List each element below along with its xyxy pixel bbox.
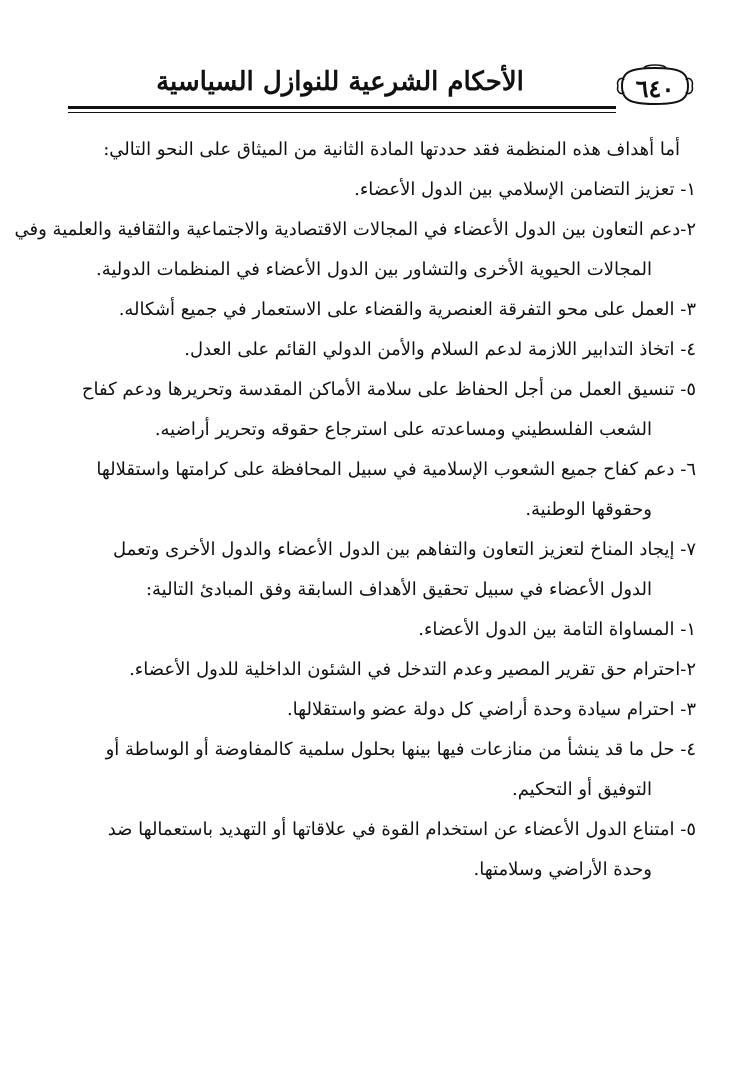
item-number: ٣- xyxy=(680,299,696,320)
item-number: ١- xyxy=(680,619,696,640)
item-text: حل ما قد ينشأ من منازعات فيها بينها بحلول سلمية كالمفاوضة أو الوساطة أو xyxy=(105,739,675,760)
item-number: ٣- xyxy=(680,699,696,720)
page-body xyxy=(14,130,696,890)
item-number: ١- xyxy=(680,179,696,200)
list-item xyxy=(68,810,696,890)
list-item xyxy=(68,330,696,370)
item-text-continued: وحقوقها الوطنية. xyxy=(525,499,652,520)
list-item xyxy=(68,730,696,810)
item-text: المساواة التامة بين الدول الأعضاء. xyxy=(418,619,675,640)
item-text: امتناع الدول الأعضاء عن استخدام القوة في علاقاتها أو التهديد باستعمالها ضد xyxy=(107,819,675,840)
item-number: ٤- xyxy=(680,339,696,360)
item-number: ٥- xyxy=(680,379,696,400)
item-text-continued: التوفيق أو التحكيم. xyxy=(511,779,652,800)
item-text-continued: الشعب الفلسطيني ومساعدته على استرجاع حقوقه وتحرير أراضيه. xyxy=(154,419,652,440)
item-text: اتخاذ التدابير اللازمة لدعم السلام والأمن الدولي القائم على العدل. xyxy=(184,339,675,360)
item-text: دعم التعاون بين الدول الأعضاء في المجالات الاقتصادية والاجتماعية والثقافية والعلمية وفي xyxy=(14,219,681,240)
item-number: ٦- xyxy=(680,459,696,480)
goals-list xyxy=(14,170,696,610)
list-item xyxy=(68,610,696,650)
item-text: تنسيق العمل من أجل الحفاظ على سلامة الأماكن المقدسة وتحريرها ودعم كفاح xyxy=(81,379,675,400)
item-number: ٧- xyxy=(680,539,696,560)
list-item xyxy=(68,530,696,610)
item-text-continued: وحدة الأراضي وسلامتها. xyxy=(473,859,652,880)
item-number: ٤- xyxy=(680,739,696,760)
page-header xyxy=(68,56,696,118)
list-item xyxy=(68,690,696,730)
item-number: ٥- xyxy=(680,819,696,840)
item-text: دعم كفاح جميع الشعوب الإسلامية في سبيل المحافظة على كرامتها واستقلالها xyxy=(96,459,675,480)
item-text: إيجاد المناخ لتعزيز التعاون والتفاهم بين الدول الأعضاء والدول الأخرى وتعمل xyxy=(112,539,675,560)
list-item xyxy=(68,450,696,530)
item-text: العمل على محو التفرقة العنصرية والقضاء على الاستعمار في جميع أشكاله. xyxy=(118,299,675,320)
item-text: احترام سيادة وحدة أراضي كل دولة عضو واستقلالها. xyxy=(286,699,675,720)
intro-paragraph: أما أهداف هذه المنظمة فقد حددتها المادة الثانية من الميثاق على النحو التالي: xyxy=(103,139,680,160)
list-item xyxy=(68,290,696,330)
principles-list xyxy=(68,610,696,890)
list-item xyxy=(14,210,696,290)
running-title: الأحكام الشرعية للنوازل السياسية xyxy=(156,67,524,97)
list-item xyxy=(68,650,696,690)
header-rule-thick xyxy=(68,106,616,109)
page-number-frame xyxy=(616,64,694,108)
item-number: ٢- xyxy=(680,219,696,240)
header-rule-thin xyxy=(68,112,616,113)
list-item xyxy=(68,370,696,450)
item-text: احترام حق تقرير المصير وعدم التدخل في الشئون الداخلية للدول الأعضاء. xyxy=(129,659,681,680)
item-text-continued: الدول الأعضاء في سبيل تحقيق الأهداف السابقة وفق المبادئ التالية: xyxy=(145,579,652,600)
page-number: ٦٤٠ xyxy=(635,74,675,103)
item-text: تعزيز التضامن الإسلامي بين الدول الأعضاء. xyxy=(354,179,675,200)
item-text-continued: المجالات الحيوية الأخرى والتشاور بين الدول الأعضاء في المنظمات الدولية. xyxy=(95,259,652,280)
item-number: ٢- xyxy=(680,659,696,680)
list-item xyxy=(68,170,696,210)
